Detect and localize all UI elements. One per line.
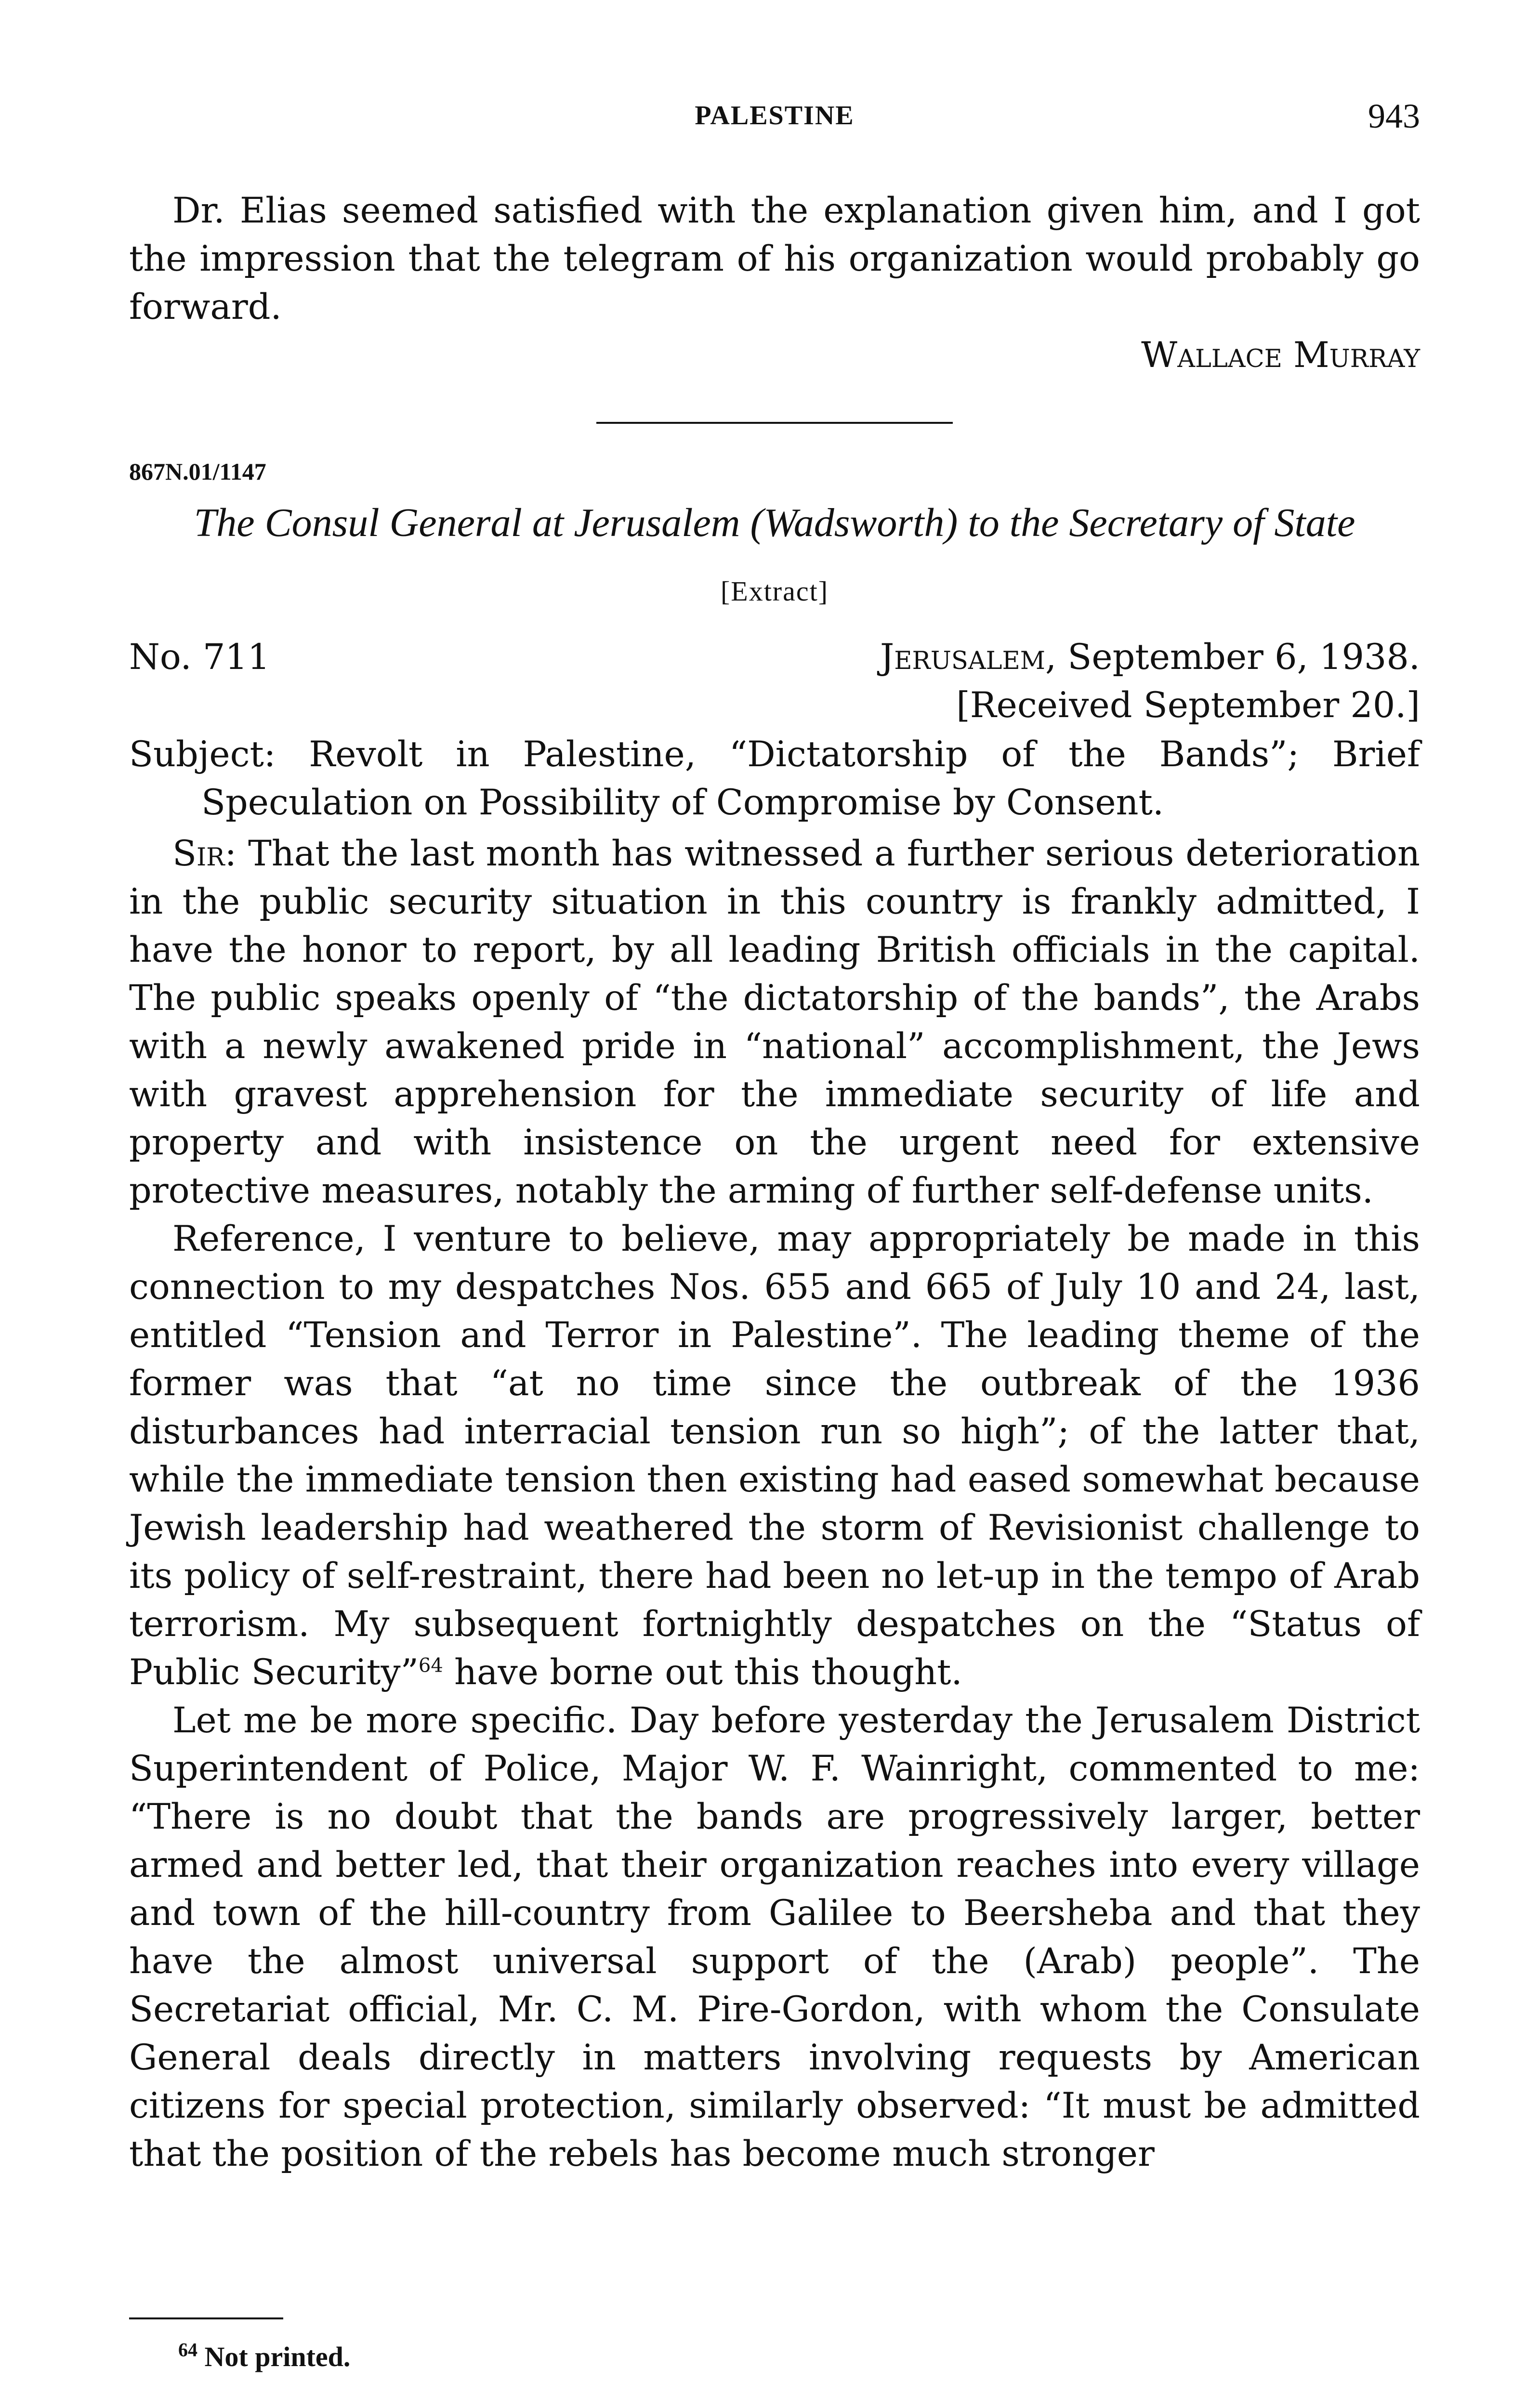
divider-rule (596, 422, 953, 424)
document-title: The Consul General at Jerusalem (Wadsworth) to the Secretary of State (194, 500, 1355, 545)
paragraph-1-text: That the last month has witnessed a further serious deterioration in the public security situation in this country is frankly admitted, I have the honor to report, by all leading British officials in the capital. The public speaks openly of “the dictatorship of the bands”, the Arabs with a newly awakened pride in “national” accomplishment, the Jews with gravest apprehension for the immediate security of life and property and with insistence on the urgent need for extensive protective measures, notably the arming of further self-defense units. (129, 833, 1420, 1211)
page-header (129, 96, 1420, 149)
paragraph-1 (129, 830, 1420, 1215)
place-and-date (880, 633, 1420, 730)
paragraph-2-text: Reference, I venture to believe, may appropriately be made in this connection to my despatches Nos. 655 and 665 of July 10 and 24, last, entitled “Tension and Terror in Palestine”. The leading theme of the former was that “at no time since the outbreak of the 1936 disturbances had interracial tension run so high”; of the latter that, while the immediate tension then existing had eased somewhat because Jewish leadership had weathered the storm of Revisionist challenge to its policy of self-restraint, there had been no let-up in the tempo of Arab terrorism. My subsequent fortnightly despatches on the “Status of Public Security” (129, 1218, 1420, 1693)
section-divider (129, 422, 1420, 424)
dateline (129, 633, 1420, 730)
file-reference: 867N.01/1147 (129, 458, 266, 485)
extract-label: [Extract] (720, 576, 829, 607)
paragraph-3: Let me be more specific. Day before yesterday the Jerusalem District Superintendent of Police, Major W. F. Wainright, commented to me: “There is no doubt that the bands are progressively larger, better armed and better led, that their organization reaches into every village and town of the hill-country from Galilee to Beersheba and that they have the almost universal support of the (Arab) people”. The Secretariat official, Mr. C. M. Pire-Gordon, with whom the Consulate General deals directly in matters involving requests by American citizens for special protection, similarly observed: “It must be admitted that the position of the rebels has become much stronger (129, 1700, 1420, 2174)
signature: Wallace Murray (1141, 335, 1420, 376)
footnote-number: 64 (178, 2339, 197, 2361)
paragraph-2-end: have borne out this thought. (443, 1652, 962, 1693)
footnote-text: Not printed. (197, 2341, 351, 2372)
paragraph-2 (129, 1215, 1420, 1697)
prior-paragraph: Dr. Elias seemed satisfied with the explanation given him, and I got the impression that the telegram of his organization would probably go forward. (129, 190, 1420, 327)
footnote-rule (129, 2317, 283, 2319)
despatch-number: No. 711 (129, 637, 270, 678)
salutation: Sir: (172, 833, 237, 874)
page-number: 943 (1368, 97, 1420, 135)
date: September 6, 1938. (1067, 637, 1420, 678)
document-section (129, 458, 1420, 2178)
footnote-reference: 64 (418, 1654, 443, 1677)
running-head: PALESTINE (695, 101, 855, 131)
subject-text: Revolt in Palestine, “Dictatorship of the Bands”; Brief Speculation on Possibility of Compromise by Consent. (201, 734, 1420, 823)
subject-line (129, 731, 1420, 827)
footnote (178, 2341, 350, 2373)
received-date: [Received September 20.] (956, 685, 1420, 726)
prior-section (129, 187, 1420, 380)
subject-label: Subject: (129, 734, 276, 775)
place: Jerusalem, (880, 637, 1057, 678)
